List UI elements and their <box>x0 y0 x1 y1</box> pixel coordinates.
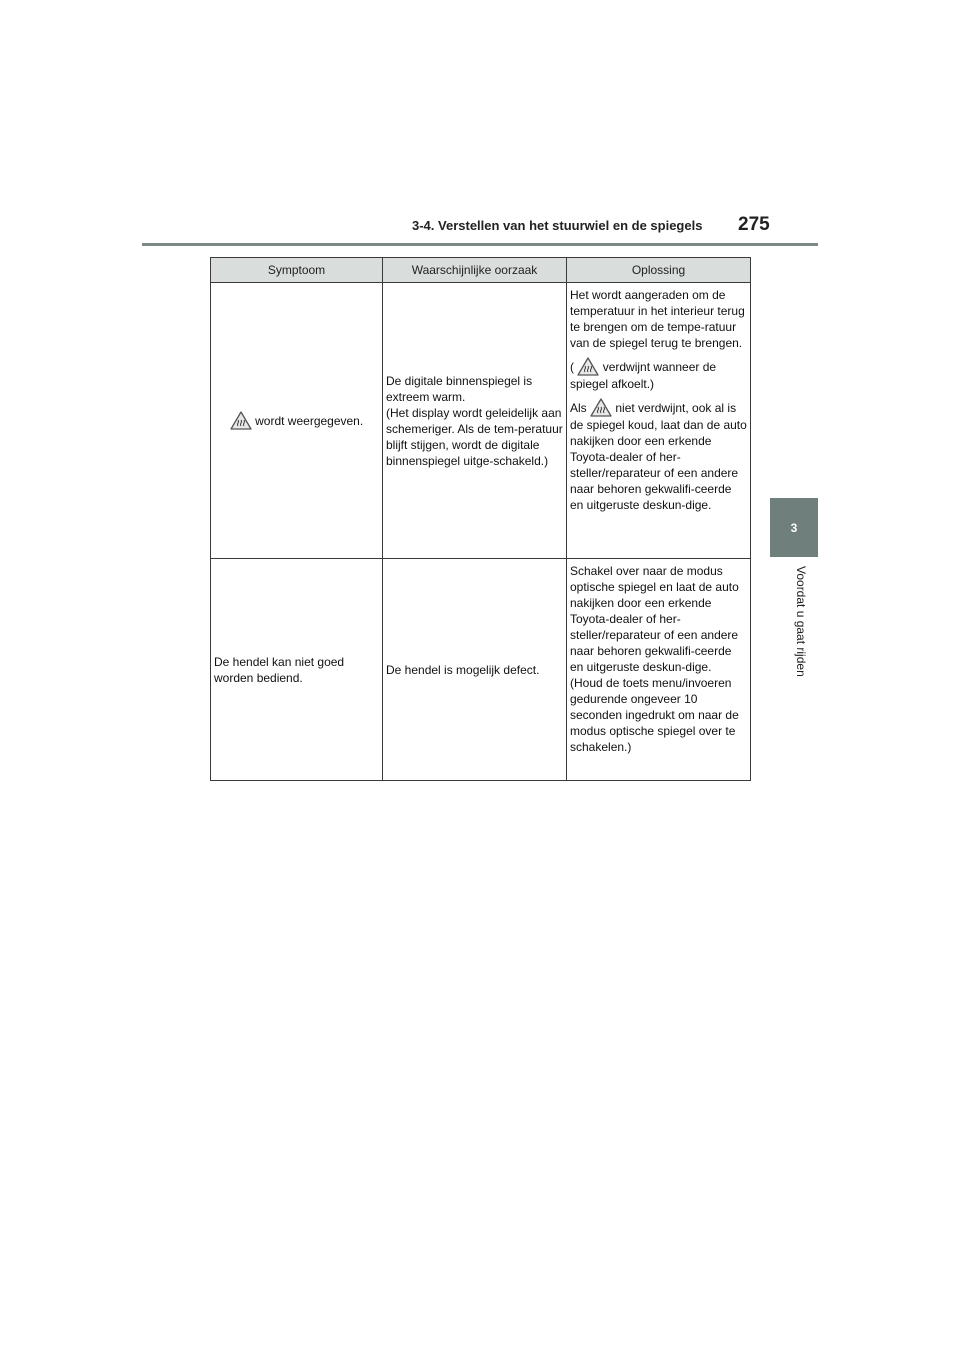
cause-cell <box>383 559 567 781</box>
column-header-solution: Oplossing <box>567 258 751 283</box>
solution-paragraph: Schakel over naar de modus optische spiegel en laat de auto nakijken door een erkende Toyota-dealer of her-steller/reparateur of een andere naar behoren gekwalifi-ceerde en uitgeruste deskun-dige. (Houd de toets menu/invoeren gedurende ongeveer 10 seconden ingedrukt om naar de modus optische spiegel over te schakelen.) <box>570 564 739 754</box>
symptom-table <box>210 257 751 781</box>
cause-cell <box>383 283 567 559</box>
hot-mirror-warning-icon <box>230 411 252 430</box>
symptom-text: wordt weergegeven. <box>255 414 364 428</box>
chapter-number: 3 <box>790 520 798 535</box>
symptom-text: De hendel kan niet goed worden bediend. <box>214 654 345 685</box>
symptom-cell <box>211 559 383 781</box>
table-row <box>211 559 751 781</box>
solution-cell <box>567 559 751 781</box>
solution-text: ( <box>570 360 574 374</box>
hot-mirror-warning-icon <box>590 398 612 417</box>
solution-paragraph: Het wordt aangeraden om de temperatuur in het interieur terug te brengen om de tempe-ratuur van de spiegel terug te brengen. <box>570 288 745 350</box>
header-rule <box>142 243 818 246</box>
solution-text: niet verdwijnt, ook al is de spiegel koud, laat dan de auto nakijken door een erkende Toyota-dealer of her-steller/reparateur of een andere naar behoren gekwalifi-ceerde en uitgeruste deskun-dige. <box>570 401 747 512</box>
table-header-row <box>211 258 751 283</box>
symptom-cell <box>211 283 383 559</box>
section-title: 3-4. Verstellen van het stuurwiel en de spiegels <box>412 218 703 233</box>
chapter-tab <box>770 498 818 557</box>
solution-text: Als <box>570 401 587 415</box>
table-row <box>211 283 751 559</box>
solution-paragraph <box>570 357 747 392</box>
solution-text: verdwijnt wanneer de spiegel afkoelt.) <box>570 360 717 391</box>
chapter-title: Voordat u gaat rijden <box>794 566 808 677</box>
column-header-symptom: Symptoom <box>211 258 383 283</box>
hot-mirror-warning-icon <box>577 357 599 376</box>
column-header-cause: Waarschijnlijke oorzaak <box>383 258 567 283</box>
cause-text: De digitale binnenspiegel is extreem warm. (Het display wordt geleidelijk aan schemeriger. Als de tem-peratuur blijft stijgen, wordt de digitale binnenspiegel uitge-schakeld.) <box>386 373 563 468</box>
page-number: 275 <box>738 214 770 235</box>
solution-cell <box>567 283 751 559</box>
cause-text: De hendel is mogelijk defect. <box>386 662 540 677</box>
solution-paragraph <box>570 398 747 513</box>
